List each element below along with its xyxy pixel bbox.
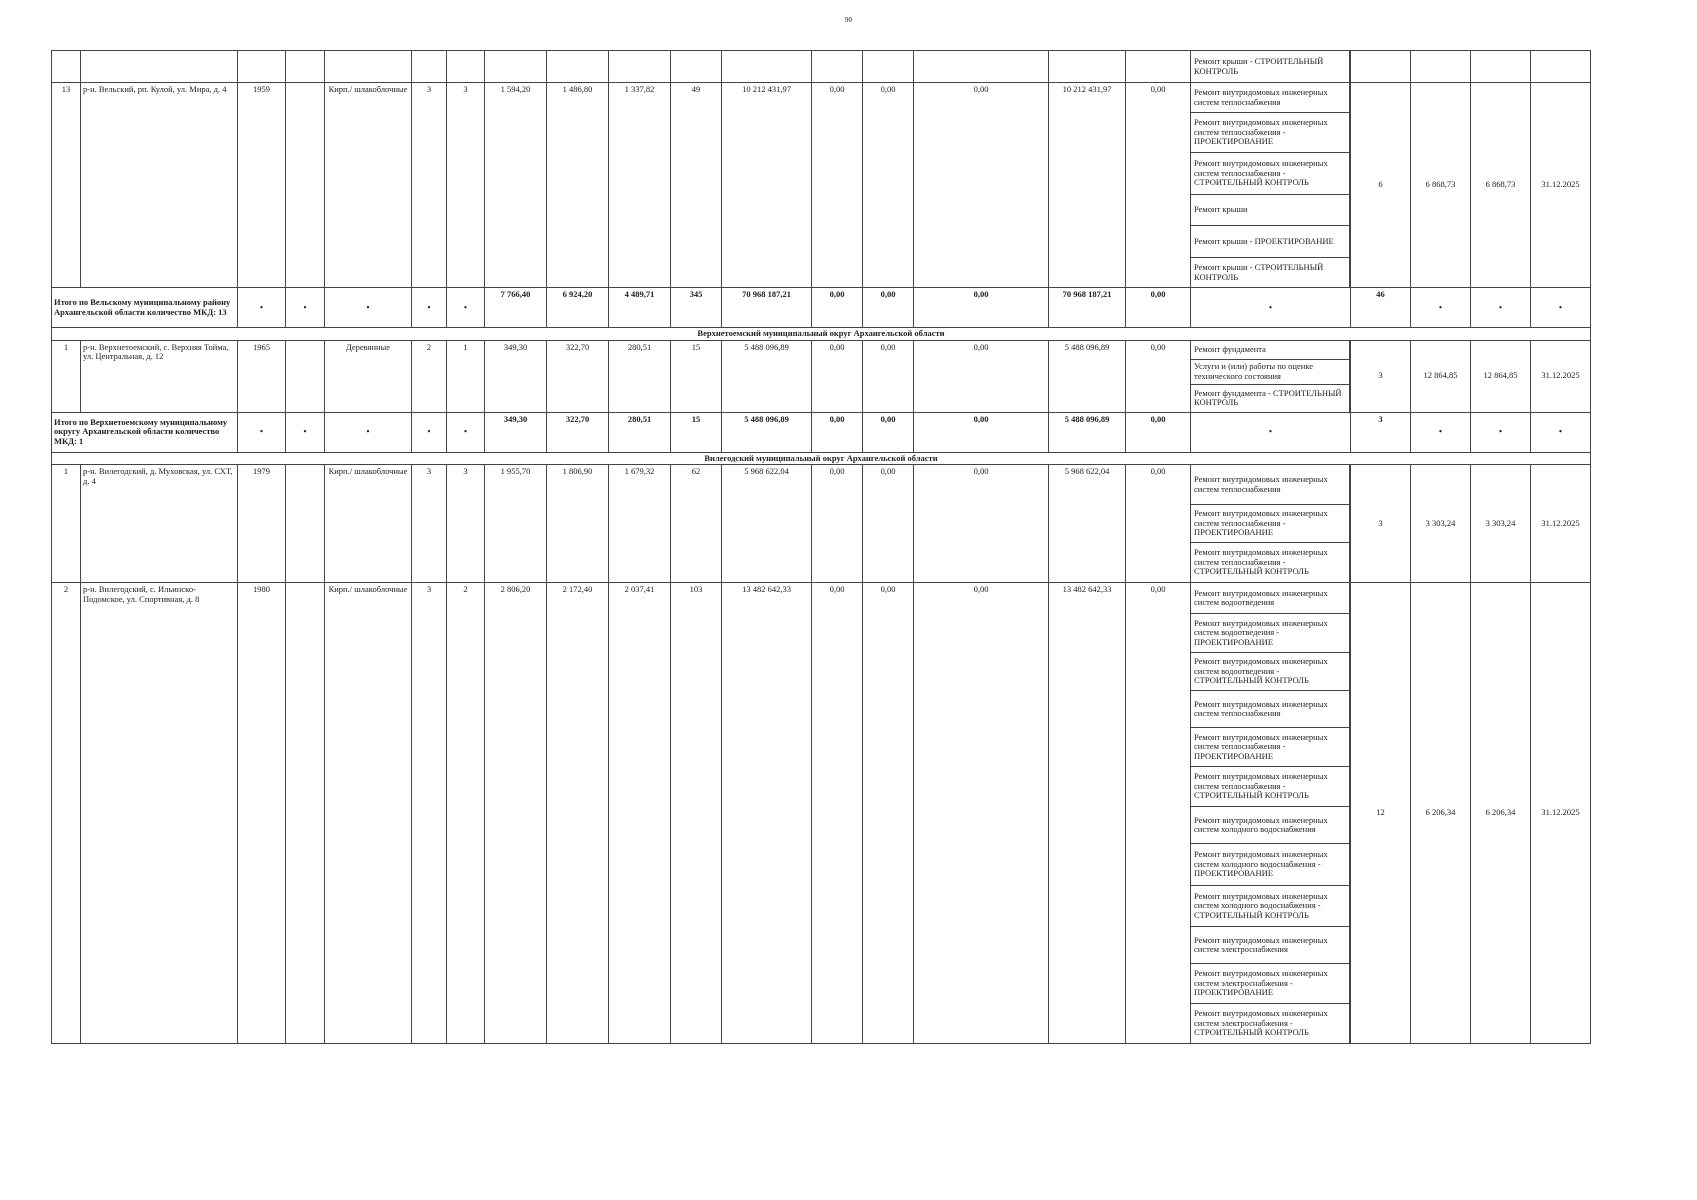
work-item [1191,384,1350,412]
subtotal-cost-total: 70 968 187,21 [722,288,812,328]
build-year: 1959 [238,83,286,288]
floors-count: 3 [412,465,447,583]
subtotal-dot: • [1471,412,1531,452]
work-count: 3 [1351,465,1411,583]
work-item [1191,51,1350,82]
cost-other: 0,00 [1126,465,1191,583]
work-item [1191,465,1350,505]
cost-fund: 0,00 [812,340,863,412]
cost-budget-subj: 0,00 [863,340,914,412]
area-living: 322,70 [547,340,609,412]
residents [671,51,722,83]
work-type: Ремонт крыши - СТРОИТЕЛЬНЫЙ КОНТРОЛЬ [1191,51,1350,82]
works-list [1191,340,1351,412]
unit-cost: 12 864,85 [1411,340,1471,412]
build-year: 1965 [238,340,286,412]
entrances-count [447,51,485,83]
floors-count [412,51,447,83]
entrances-count: 3 [447,83,485,288]
subtotal-cost-budget-mun: 0,00 [914,288,1049,328]
area-res [609,51,671,83]
unit-cost-max: 6 868,73 [1471,83,1531,288]
work-type: Ремонт крыши - СТРОИТЕЛЬНЫЙ КОНТРОЛЬ [1191,258,1350,288]
work-type: Ремонт внутридомовых инженерных систем водоотведения - СТРОИТЕЛЬНЫЙ КОНТРОЛЬ [1191,653,1350,691]
works-table [1191,341,1350,412]
wall-material: Кирп./ шлакоблочные [325,583,412,1044]
district-title: Верхнетоемский муниципальный округ Архангельской области [52,328,1591,341]
subtotal-dot: • [1531,288,1591,328]
work-type: Ремонт фундамента - СТРОИТЕЛЬНЫЙ КОНТРОЛЬ [1191,384,1350,412]
wall-material [325,51,412,83]
subtotal-dot: • [447,412,485,452]
work-type: Ремонт внутридомовых инженерных систем теплоснабжения [1191,83,1350,113]
last-overhaul-year [286,465,325,583]
deadline [1531,51,1591,83]
last-overhaul-year [286,340,325,412]
subtotal-dot: • [412,288,447,328]
residents: 49 [671,83,722,288]
work-item [1191,844,1350,886]
subtotal-dot: • [412,412,447,452]
row-number: 1 [52,465,81,583]
subtotal-cost-fund: 0,00 [812,412,863,452]
work-type: Ремонт внутридомовых инженерных систем электроснабжения - ПРОЕКТИРОВАНИЕ [1191,964,1350,1004]
work-count: 6 [1351,83,1411,288]
house-row [52,83,1591,288]
work-item [1191,728,1350,767]
subtotal-cost-owners: 5 488 096,89 [1049,412,1126,452]
work-item [1191,341,1350,360]
cost-owners: 5 968 622,04 [1049,465,1126,583]
floors-count: 3 [412,583,447,1044]
work-type: Ремонт внутридомовых инженерных систем теплоснабжения - ПРОЕКТИРОВАНИЕ [1191,505,1350,543]
subtotal-area-res: 4 489,71 [609,288,671,328]
works-list [1191,83,1351,288]
build-year: 1979 [238,465,286,583]
works-table [1191,465,1350,582]
subtotal-cost-budget-subj: 0,00 [863,288,914,328]
house-row [52,465,1591,583]
work-type: Ремонт внутридомовых инженерных систем теплоснабжения - ПРОЕКТИРОВАНИЕ [1191,728,1350,767]
work-item [1191,964,1350,1004]
district-header-row [52,452,1591,465]
subtotal-residents: 15 [671,412,722,452]
subtotal-label: Итого по Вельскому муниципальному району Архангельской области количество МКД: 13 [52,288,238,328]
area-res: 1 337,82 [609,83,671,288]
cost-fund: 0,00 [812,465,863,583]
works-list [1191,51,1351,83]
build-year: 1980 [238,583,286,1044]
work-count [1351,51,1411,83]
area-living: 2 172,40 [547,583,609,1044]
subtotal-dot: • [238,412,286,452]
work-item [1191,1004,1350,1044]
area-res: 1 679,32 [609,465,671,583]
cost-budget-mun: 0,00 [914,340,1049,412]
subtotal-work-count: 46 [1351,288,1411,328]
work-type: Ремонт крыши [1191,195,1350,226]
subtotal-dot: • [325,412,412,452]
subtotal-work-dot: • [1191,288,1351,328]
work-type: Ремонт внутридомовых инженерных систем холодного водоснабжения - СТРОИТЕЛЬНЫЙ КОНТРОЛЬ [1191,886,1350,927]
cost-budget-subj: 0,00 [863,83,914,288]
subtotal-cost-fund: 0,00 [812,288,863,328]
unit-cost-max: 12 864,85 [1471,340,1531,412]
area-total [485,51,547,83]
work-type: Ремонт внутридомовых инженерных систем теплоснабжения [1191,691,1350,728]
entrances-count: 1 [447,340,485,412]
house-row [52,583,1591,1044]
works-list [1191,583,1351,1044]
works-table [1191,51,1350,82]
subtotal-work-dot: • [1191,412,1351,452]
work-item [1191,807,1350,844]
work-item [1191,767,1350,807]
work-item [1191,258,1350,288]
row-number: 13 [52,83,81,288]
cost-budget-subj: 0,00 [863,583,914,1044]
subtotal-residents: 345 [671,288,722,328]
work-type: Ремонт внутридомовых инженерных систем холодного водоснабжения [1191,807,1350,844]
subtotal-cost-other: 0,00 [1126,412,1191,452]
work-type: Ремонт внутридомовых инженерных систем холодного водоснабжения - ПРОЕКТИРОВАНИЕ [1191,844,1350,886]
work-item [1191,886,1350,927]
wall-material: Кирп./ шлакоблочные [325,465,412,583]
cost-budget-mun [914,51,1049,83]
cost-owners: 10 212 431,97 [1049,83,1126,288]
work-item [1191,583,1350,614]
subtotal-dot: • [1411,412,1471,452]
work-type: Ремонт внутридомовых инженерных систем теплоснабжения - СТРОИТЕЛЬНЫЙ КОНТРОЛЬ [1191,543,1350,583]
district-header-row [52,328,1591,341]
work-item [1191,83,1350,113]
work-item [1191,113,1350,153]
residents: 15 [671,340,722,412]
subtotal-dot: • [1411,288,1471,328]
cost-budget-mun: 0,00 [914,583,1049,1044]
cost-other [1126,51,1191,83]
house-address: р-н. Вилегодский, с. Ильинско-Подомское, ул. Спортивная, д. 8 [81,583,238,1044]
subtotal-row [52,412,1591,452]
work-item [1191,653,1350,691]
work-item [1191,226,1350,258]
deadline: 31.12.2025 [1531,340,1591,412]
area-total: 2 806,20 [485,583,547,1044]
subtotal-row [52,288,1591,328]
subtotal-dot: • [1471,288,1531,328]
unit-cost [1411,51,1471,83]
subtotal-cost-other: 0,00 [1126,288,1191,328]
work-type: Ремонт внутридомовых инженерных систем теплоснабжения - СТРОИТЕЛЬНЫЙ КОНТРОЛЬ [1191,153,1350,195]
unit-cost-max: 3 303,24 [1471,465,1531,583]
district-title: Вилегодский муниципальный округ Архангельской области [52,452,1591,465]
subtotal-dot: • [1531,412,1591,452]
work-item [1191,614,1350,653]
cost-owners [1049,51,1126,83]
last-overhaul-year [286,583,325,1044]
work-type: Ремонт внутридомовых инженерных систем электроснабжения [1191,927,1350,964]
row-number: 2 [52,583,81,1044]
wall-material: Деревянные [325,340,412,412]
unit-cost-max [1471,51,1531,83]
subtotal-area-res: 280,51 [609,412,671,452]
subtotal-area-total: 7 766,40 [485,288,547,328]
subtotal-dot: • [238,288,286,328]
residents: 62 [671,465,722,583]
area-res: 280,51 [609,340,671,412]
row-number: 1 [52,340,81,412]
cost-budget-mun: 0,00 [914,83,1049,288]
works-list [1191,465,1351,583]
floors-count: 3 [412,83,447,288]
work-type: Ремонт внутридомовых инженерных систем водоотведения [1191,583,1350,614]
work-item [1191,543,1350,583]
floors-count: 2 [412,340,447,412]
work-item [1191,927,1350,964]
subtotal-work-count: 3 [1351,412,1411,452]
area-living: 1 486,80 [547,83,609,288]
house-row [52,51,1591,83]
house-address [81,51,238,83]
subtotal-cost-owners: 70 968 187,21 [1049,288,1126,328]
unit-cost: 6 206,34 [1411,583,1471,1044]
residents: 103 [671,583,722,1044]
house-address: р-н. Верхнетоемский, с. Верхняя Тойма, ул. Центральная, д. 12 [81,340,238,412]
cost-total: 13 482 642,33 [722,583,812,1044]
area-living [547,51,609,83]
subtotal-dot: • [286,412,325,452]
cost-total: 5 968 622,04 [722,465,812,583]
area-total: 1 955,70 [485,465,547,583]
work-type: Ремонт внутридомовых инженерных систем теплоснабжения - СТРОИТЕЛЬНЫЙ КОНТРОЛЬ [1191,767,1350,807]
works-table [1191,83,1350,287]
work-type: Ремонт внутридомовых инженерных систем теплоснабжения - ПРОЕКТИРОВАНИЕ [1191,113,1350,153]
unit-cost: 3 303,24 [1411,465,1471,583]
subtotal-cost-budget-mun: 0,00 [914,412,1049,452]
house-address: р-н. Вельский, рп. Кулой, ул. Мира, д. 4 [81,83,238,288]
subtotal-area-living: 6 924,20 [547,288,609,328]
work-count: 3 [1351,340,1411,412]
cost-other: 0,00 [1126,340,1191,412]
cost-budget-mun: 0,00 [914,465,1049,583]
entrances-count: 3 [447,465,485,583]
page-number: 90 [845,16,852,24]
last-overhaul-year [286,83,325,288]
cost-owners: 5 488 096,89 [1049,340,1126,412]
capital-repair-table [51,50,1591,1044]
work-count: 12 [1351,583,1411,1044]
subtotal-cost-total: 5 488 096,89 [722,412,812,452]
wall-material: Кирп./ шлакоблочные [325,83,412,288]
area-total: 349,30 [485,340,547,412]
house-address: р-н. Вилегодский, д. Муховская, ул. СХТ, д. 4 [81,465,238,583]
unit-cost: 6 868,73 [1411,83,1471,288]
deadline: 31.12.2025 [1531,583,1591,1044]
area-living: 1 806,90 [547,465,609,583]
entrances-count: 2 [447,583,485,1044]
subtotal-dot: • [447,288,485,328]
subtotal-label: Итого по Верхнетоемскому муниципальному округу Архангельской области количество МКД: 1 [52,412,238,452]
cost-other: 0,00 [1126,583,1191,1044]
subtotal-area-total: 349,30 [485,412,547,452]
work-type: Ремонт фундамента [1191,341,1350,360]
cost-total [722,51,812,83]
cost-fund: 0,00 [812,583,863,1044]
work-item [1191,691,1350,728]
area-res: 2 037,41 [609,583,671,1044]
works-table [1191,583,1350,1043]
row-number [52,51,81,83]
cost-budget-subj [863,51,914,83]
subtotal-dot: • [286,288,325,328]
deadline: 31.12.2025 [1531,465,1591,583]
cost-fund: 0,00 [812,83,863,288]
unit-cost-max: 6 206,34 [1471,583,1531,1044]
work-item [1191,505,1350,543]
work-type: Услуги и (или) работы по оценке технического состояния [1191,359,1350,384]
cost-total: 5 488 096,89 [722,340,812,412]
area-total: 1 594,20 [485,83,547,288]
cost-other: 0,00 [1126,83,1191,288]
work-type: Ремонт крыши - ПРОЕКТИРОВАНИЕ [1191,226,1350,258]
cost-total: 10 212 431,97 [722,83,812,288]
work-item [1191,153,1350,195]
deadline: 31.12.2025 [1531,83,1591,288]
work-type: Ремонт внутридомовых инженерных систем электроснабжения - СТРОИТЕЛЬНЫЙ КОНТРОЛЬ [1191,1004,1350,1044]
subtotal-area-living: 322,70 [547,412,609,452]
work-item [1191,195,1350,226]
work-type: Ремонт внутридомовых инженерных систем теплоснабжения [1191,465,1350,505]
work-item [1191,359,1350,384]
build-year [238,51,286,83]
cost-budget-subj: 0,00 [863,465,914,583]
subtotal-dot: • [325,288,412,328]
last-overhaul-year [286,51,325,83]
cost-owners: 13 482 642,33 [1049,583,1126,1044]
work-type: Ремонт внутридомовых инженерных систем водоотведения - ПРОЕКТИРОВАНИЕ [1191,614,1350,653]
house-row [52,340,1591,412]
subtotal-cost-budget-subj: 0,00 [863,412,914,452]
cost-fund [812,51,863,83]
